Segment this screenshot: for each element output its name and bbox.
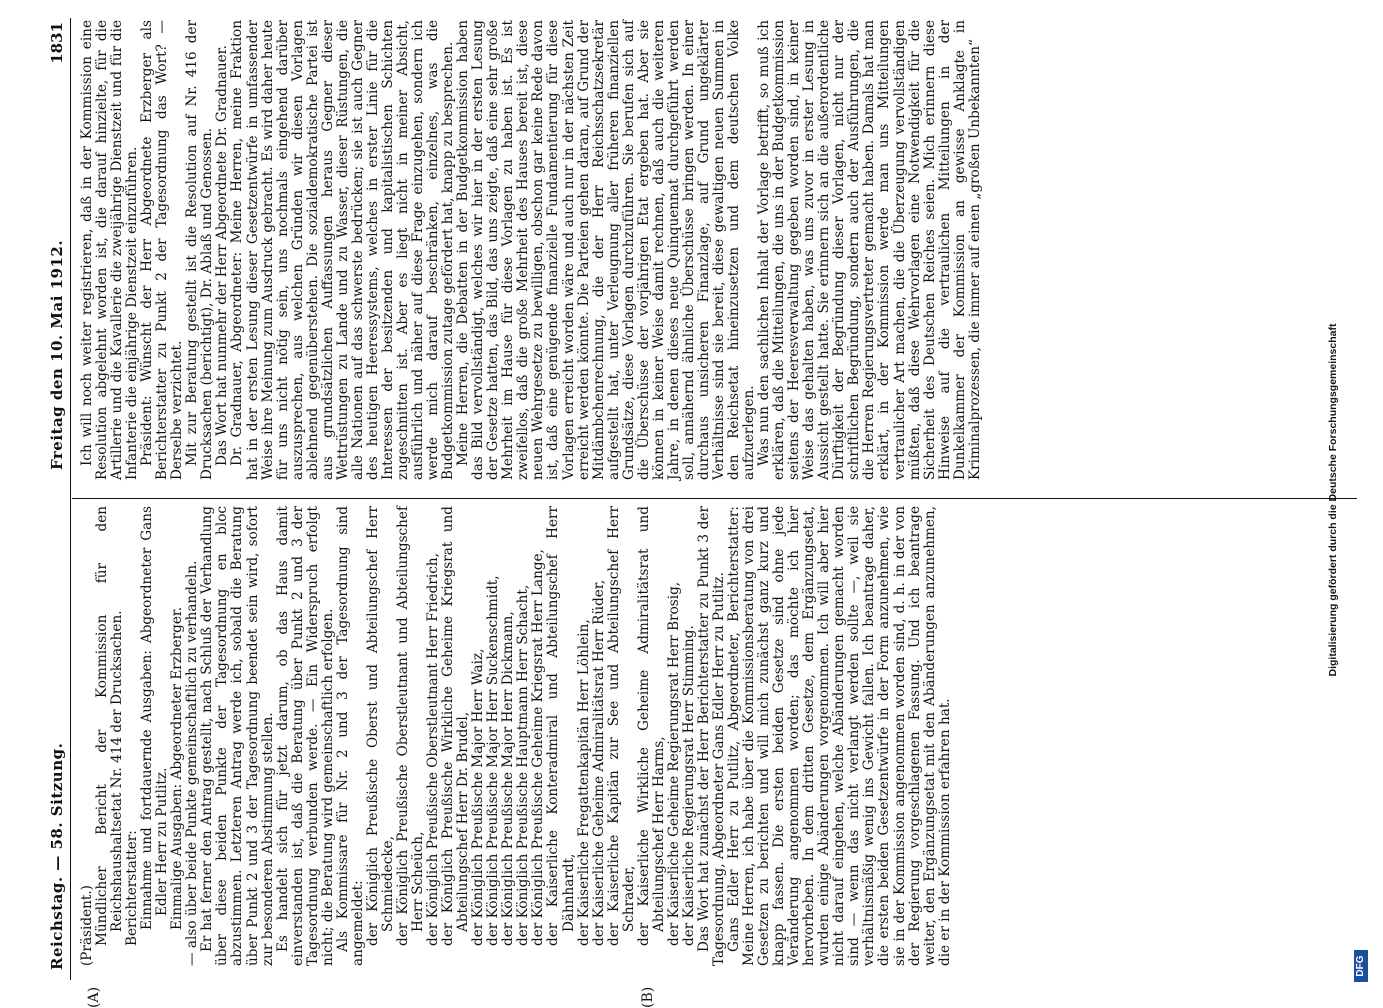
- commissioner-entry: der Kaiserliche Wirkliche Geheime Admiralitätsrat und Abteilungschef Herr Harms,: [635, 506, 667, 946]
- paragraph: — also über beide Punkte gemeinschaftlich zu verhandeln.: [184, 560, 201, 966]
- rapporteur-label: Berichterstatter:: [124, 830, 141, 946]
- commissioner-entry: der Königlich Preußische Oberstleutnant Herr Friedrich,: [425, 553, 442, 946]
- speech-putlitz: Gans Edler Herr zu Putlitz, Abgeordneter, Berichterstatter: Meine Herren, ich habe über die Kommissionsberatung von drei Gesetzen zu berichten und will mich zunächst ganz kurz und knapp fassen. Die ersten beiden Gesetze sind ohne jede Veränderung angenommen worden; das möchte ich hier hervorheben. In dem dritten Gesetze, dem Ergänzungsetat, wurden einige Abänderungen vorgenommen. Ich will aber hier nicht darauf eingehen, welche Abänderungen gemacht worden sind — wenn das nicht verlangt werden sollte —, weil sie verhältnismäßig wenig ins Gewicht fallen. Ich beantrage daher, die ersten beiden Gesetzentwürfe in der Form anzunehmen, wie sie in der Kommission angenommen worden sind, d. h. in der von der Regierung vorgeschlagenen Fassung. Und ich beantrage weiter, den Ergänzungsetat mit den Abänderungen anzunehmen, die er in der Kommission erfahren hat.: [726, 506, 953, 966]
- left-column: [80, 506, 953, 966]
- commissioner-entry: der Königlich Preußische Geheime Kriegsrat Herr Lange,: [530, 549, 547, 946]
- agenda-item: Mündlicher Bericht der Kommission für den Reichshaushaltsetat Nr. 414 der Drucksachen.: [94, 506, 126, 946]
- column-divider: [72, 498, 1357, 499]
- president-remark: Präsident: Wünscht der Herr Abgeordnete Erzberger als Berichterstatter zu Punkt 2 der Tagesordnung das Wort? — Derselbe verzichtet.: [139, 20, 186, 480]
- commissioner-entry: der Kaiserliche Kapitän zur See und Abteilungschef Herr Schrader,: [605, 506, 637, 946]
- paragraph: Er hat ferner den Antrag gestellt, nach Schluß der Verhandlung über diese beiden Punkte der Tagesordnung en bloc abzustimmen. Letzteren Antrag werde ich, sobald die Beratung über Punkt 2 und 3 der Tagesordnung beendet sein wird, sofort zur besonderen Abstimmung stellen.: [199, 506, 276, 966]
- speaker-note: (Präsident.): [79, 885, 95, 966]
- paragraph: Mit zur Beratung gestellt ist die Resolution auf Nr. 416 der Drucksachen (berichtigt), Dr. Ablaß und Genossen.: [184, 20, 216, 480]
- paragraph: Das Wort hat nunmehr der Herr Abgeordnete Dr. Gradnauer.: [214, 45, 231, 466]
- right-column: [80, 20, 983, 480]
- header-rule: [70, 18, 71, 980]
- commissioner-entry: der Königlich Preußische Major Herr Waiz,: [470, 648, 487, 946]
- paragraph: Ich will noch weiter registrieren, daß in der Kommission eine Resolution abgelehnt worden ist, die darauf hinzielte, für die Artillerie und die Kavallerie die zweijährige Dienstzeit und für die Infanterie die einjährige Dienstzeit einzuführen.: [79, 20, 141, 480]
- commissioner-entry: der Königlich Preußische Major Herr Suckenschmidt,: [485, 575, 502, 946]
- paragraph: Das Wort hat zunächst der Herr Berichterstatter zu Punkt 3 der Tagesordnung, Abgeordneter Gans Edler Herr zu Putlitz.: [695, 506, 727, 966]
- rapporteur-entry: Einmalige Ausgaben: Abgeordneter Erzberger.: [169, 606, 186, 930]
- running-head-left: Reichstag. — 58. Sitzung.: [48, 742, 66, 970]
- commissioner-entry: der Kaiserliche Konteradmiral und Abteilungschef Herr Dähnhardt,: [545, 506, 577, 946]
- paragraph: Es handelt sich für jetzt darum, ob das Haus damit einverstanden ist, daß die Beratung über Punkt 2 und 3 der Tagesordnung verbunden werde. — Ein Widerspruch erfolgt nicht; die Beratung wird gemeinschaftlich erfolgen.: [274, 506, 336, 966]
- running-head-right: Freitag den 10. Mai 1912.: [48, 239, 66, 470]
- commissioner-entry: der Königlich Preußische Wirkliche Geheime Kriegsrat und Abteilungschef Herr Dr. Brudel,: [440, 506, 472, 946]
- paragraph: Meine Herren, die Debatten in der Budgetkommission haben das Bild vervollständigt, welches wir hier in der ersten Lesung der Gesetze hatten, das Bild, das uns zeigte, daß eine sehr große Mehrheit im Hause für diese Vorlagen zu haben ist. Es ist zweifellos, daß die große Mehrheit des Hauses bereit ist, diese neuen Wehrgesetze zu bewilligen, obschon gar keine Rede davon ist, daß eine genügende finanzielle Fundamentierung für diese Vorlagen erreicht worden wäre und auch nur in der nächsten Zeit erreicht werden könnte. Die Parteien gehen daran, auf Grund der Mitdämbchenrechnung, die der Herr Reichsschatzsekretär aufgestellt hat, unter Verleugnung aller früheren finanziellen Grundsätze, diese Vorlagen durchzuführen. Sie berufen sich auf die Überschüsse der vorjährigen Etat ergeben hat. Aber sie können in keiner Weise damit rechnen, daß auch die weiteren Jahre, in denen dieses neue Quinquennat durchgeführt werden soll, annähernd ähnliche Überschüsse bringen werden. In einer durchaus unsicheren Finanzlage, auf Grund ungeklärter Verhältnisse sind sie bereit, diese gewaltigen neuen Summen in den Reichsetat hineinzusetzen und dem deutschen Volke aufzuerlegen.: [455, 20, 758, 480]
- margin-marker-b: (B): [640, 986, 656, 1008]
- commissioner-entry: der Kaiserliche Regierungsrat Herr Stimming.: [680, 625, 697, 946]
- commissioner-entry: der Kaiserliche Geheime Regierungsrat Herr Brosig,: [665, 581, 682, 946]
- rapporteur-entry: Einnahme und fortdauernde Ausgaben: Abgeordneter Gans Edler Herr zu Putlitz.: [139, 506, 171, 930]
- dfg-logo: DFG: [1354, 950, 1368, 982]
- margin-marker-a: (A): [86, 986, 102, 1008]
- commissioner-entry: der Kaiserliche Geheime Admiralitätsrat Herr Rüder,: [590, 579, 607, 946]
- page-number: 1831: [48, 22, 66, 64]
- commissioner-entry: der Königlich Preußische Major Herr Dickmann,: [500, 611, 517, 946]
- commissioner-entry: der Kaiserliche Fregattenkapitän Herr Löhlein,: [575, 619, 592, 946]
- paragraph: Als Kommissare für Nr. 2 und 3 der Tagesordnung sind angemeldet:: [334, 506, 366, 966]
- digitization-credit: Digitalisierung gefördert durch die Deutsche Forschungsgemeinschaft: [1327, 323, 1339, 677]
- commissioner-entry: der Königlich Preußische Hauptmann Herr Schacht,: [515, 584, 532, 946]
- speech-gradnauer: Dr. Gradnauer, Abgeordneter: Meine Herren, meine Fraktion hat in der ersten Lesung dieser Gesetzentwürfe in umfassender Weise ihre Meinung zum Ausdruck gebracht. Es wird daher heute für uns nicht nötig sein, uns nochmals eingehend darüber auszusprechen, aus welchen Gründen wir diesen Vorlagen ablehnend gegenüberstehen. Die sozialdemokratische Partei ist aus grundsätzlichen Auffassungen heraus Gegner dieser Wettrüstungen zu Lande und zu Wasser, dieser Rüstungen, die alle Nationen auf das schwerste bedrücken; sie ist auch Gegner des heutigen Heeressystems, welches in erster Linie für die Interessen der besitzenden und kapitalistischen Schichten zugeschnitten ist. Aber es liegt nicht in meiner Absicht, ausführlich und näher auf diese Frage einzugehen, sondern ich werde mich darauf beschränken, einzelnes, was die Budgetkommission zutage gefördert hat, knapp zu besprechen.: [229, 20, 457, 480]
- commissioner-entry: der Königlich Preußische Oberst und Abteilungschef Herr Schmiedecke,: [364, 506, 396, 946]
- commissioner-entry: der Königlich Preußische Oberstleutnant und Abteilungschef Herr Scheüch,: [394, 506, 427, 946]
- paragraph: Was nun den sachlichen Inhalt der Vorlage betrifft, so muß ich erklären, daß die Mitteilungen, die uns in der Budgetkommission seitens der Heeresverwaltung gegeben worden sind, in keiner Weise das gehalten haben, was uns zuvor in erster Lesung in Aussicht gestellt hatte. Sie erinnern sich an die außerordentliche Dürftigkeit der Begründung dieser Vorlagen, nicht nur der schriftlichen Begründung, sondern auch der Ausführungen, die die Herren Regierungsvertreter gemacht haben. Damals hat man erklärt, in der Kommission werde man uns Mitteilungen vertraulicher Art machen, die die Überzeugung vervollständigen müßten, daß diese Wehrvorlagen eine Notwendigkeit für die Sicherheit des Deutschen Reiches seien. Mich erinnern diese Hinweise auf die vertraulichen Mitteilungen in der Dunkelkammer der Kommission an gewisse Anklagte in Kriminalprozessen, die immer auf einen „großen Unbekannten“: [756, 20, 983, 480]
